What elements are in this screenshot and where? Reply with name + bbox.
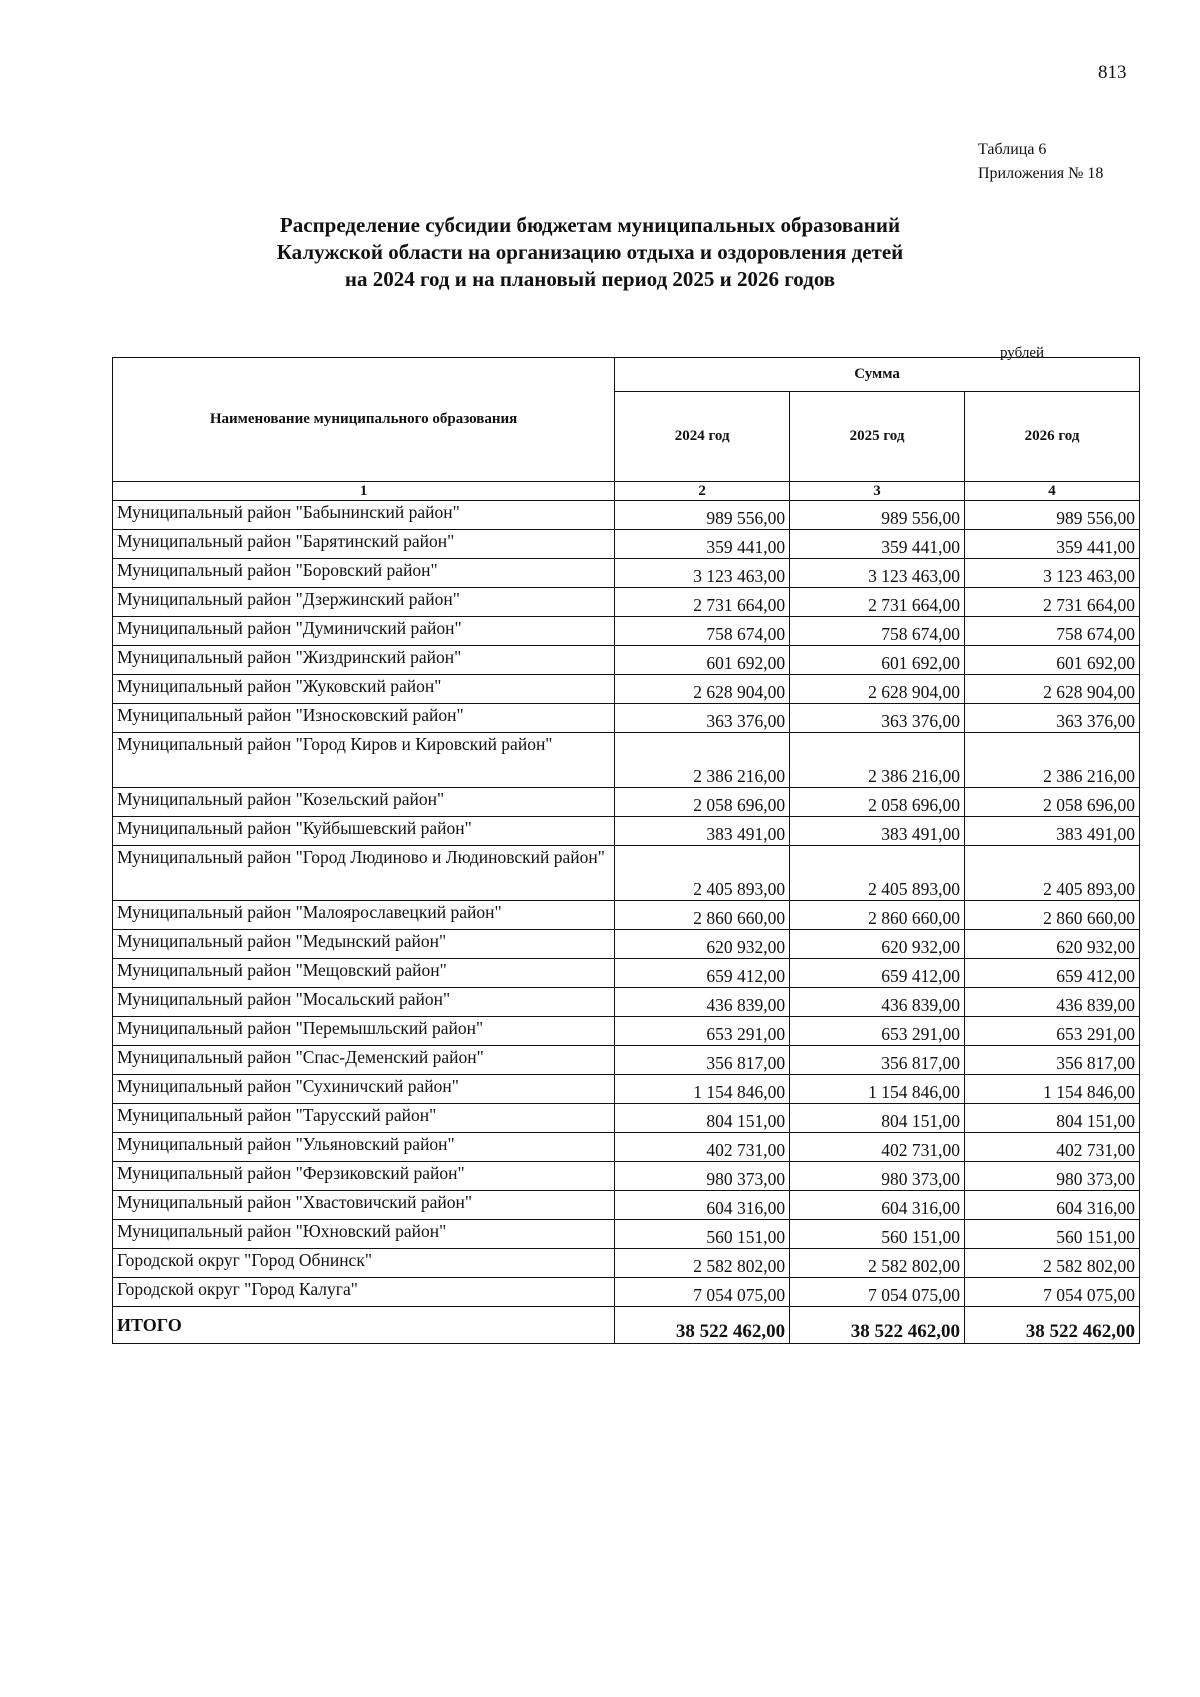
amount-2026: 2 628 904,00 bbox=[965, 675, 1140, 704]
municipality-name: Муниципальный район "Боровский район" bbox=[113, 559, 615, 588]
amount-2026: 2 582 802,00 bbox=[965, 1249, 1140, 1278]
table-row bbox=[113, 530, 1140, 559]
amount-2025: 7 054 075,00 bbox=[790, 1278, 965, 1307]
table-reference-line2: Приложения № 18 bbox=[978, 165, 1104, 182]
municipality-name: Муниципальный район "Ферзиковский район" bbox=[113, 1162, 615, 1191]
page-number: 813 bbox=[1098, 62, 1127, 83]
amount-2024: 359 441,00 bbox=[615, 530, 790, 559]
table-row bbox=[113, 501, 1140, 530]
amount-2025: 804 151,00 bbox=[790, 1104, 965, 1133]
amount-2025: 653 291,00 bbox=[790, 1017, 965, 1046]
amount-2025: 601 692,00 bbox=[790, 646, 965, 675]
amount-2026: 402 731,00 bbox=[965, 1133, 1140, 1162]
municipality-name: Муниципальный район "Тарусский район" bbox=[113, 1104, 615, 1133]
municipality-name: Городской округ "Город Калуга" bbox=[113, 1278, 615, 1307]
table-row bbox=[113, 617, 1140, 646]
municipality-name: Муниципальный район "Жуковский район" bbox=[113, 675, 615, 704]
amount-2025: 560 151,00 bbox=[790, 1220, 965, 1249]
municipality-name: Муниципальный район "Ульяновский район" bbox=[113, 1133, 615, 1162]
amount-2025: 1 154 846,00 bbox=[790, 1075, 965, 1104]
amount-2026: 2 405 893,00 bbox=[965, 846, 1140, 901]
amount-2026: 980 373,00 bbox=[965, 1162, 1140, 1191]
table-row bbox=[113, 846, 1140, 901]
amount-2024: 7 054 075,00 bbox=[615, 1278, 790, 1307]
municipality-name: Муниципальный район "Думиничский район" bbox=[113, 617, 615, 646]
title-line1: Распределение субсидии бюджетам муниципальных образований bbox=[279, 213, 901, 237]
amount-2025: 2 628 904,00 bbox=[790, 675, 965, 704]
amount-2025: 436 839,00 bbox=[790, 988, 965, 1017]
amount-2026: 363 376,00 bbox=[965, 704, 1140, 733]
amount-2026: 804 151,00 bbox=[965, 1104, 1140, 1133]
subsidy-table bbox=[112, 357, 1140, 1344]
amount-2026: 3 123 463,00 bbox=[965, 559, 1140, 588]
table-row bbox=[113, 1017, 1140, 1046]
unit-label: рублей bbox=[1000, 345, 1045, 361]
amount-2025: 2 582 802,00 bbox=[790, 1249, 965, 1278]
amount-2026: 1 154 846,00 bbox=[965, 1075, 1140, 1104]
municipality-name: Муниципальный район "Юхновский район" bbox=[113, 1220, 615, 1249]
title-line2: Калужской области на организацию отдыха и оздоровления детей bbox=[276, 240, 904, 264]
amount-2025: 363 376,00 bbox=[790, 704, 965, 733]
amount-2025: 3 123 463,00 bbox=[790, 559, 965, 588]
total-row bbox=[113, 1307, 1140, 1344]
amount-2024: 601 692,00 bbox=[615, 646, 790, 675]
table-row bbox=[113, 1075, 1140, 1104]
amount-2026: 620 932,00 bbox=[965, 930, 1140, 959]
amount-2024: 653 291,00 bbox=[615, 1017, 790, 1046]
table-row bbox=[113, 930, 1140, 959]
amount-2024: 804 151,00 bbox=[615, 1104, 790, 1133]
municipality-name: Муниципальный район "Куйбышевский район" bbox=[113, 817, 615, 846]
municipality-name: Муниципальный район "Мосальский район" bbox=[113, 988, 615, 1017]
municipality-name: Муниципальный район "Дзержинский район" bbox=[113, 588, 615, 617]
amount-2026: 2 731 664,00 bbox=[965, 588, 1140, 617]
amount-2026: 2 860 660,00 bbox=[965, 901, 1140, 930]
amount-2024: 2 628 904,00 bbox=[615, 675, 790, 704]
amount-2024: 989 556,00 bbox=[615, 501, 790, 530]
table-row bbox=[113, 704, 1140, 733]
amount-2025: 359 441,00 bbox=[790, 530, 965, 559]
amount-2026: 989 556,00 bbox=[965, 501, 1140, 530]
municipality-name: Муниципальный район "Хвастовичский район" bbox=[113, 1191, 615, 1220]
amount-2026: 604 316,00 bbox=[965, 1191, 1140, 1220]
header-year-2026: 2026 год bbox=[965, 392, 1140, 482]
table-row bbox=[113, 988, 1140, 1017]
header-name-column: Наименование муниципального образования bbox=[113, 358, 615, 482]
table-row bbox=[113, 901, 1140, 930]
table-row bbox=[113, 559, 1140, 588]
table-row bbox=[113, 733, 1140, 788]
amount-2024: 604 316,00 bbox=[615, 1191, 790, 1220]
amount-2025: 620 932,00 bbox=[790, 930, 965, 959]
table-body bbox=[113, 501, 1140, 1344]
table-row bbox=[113, 959, 1140, 988]
amount-2025: 659 412,00 bbox=[790, 959, 965, 988]
table-row bbox=[113, 1104, 1140, 1133]
amount-2024: 2 731 664,00 bbox=[615, 588, 790, 617]
municipality-name: Муниципальный район "Город Людиново и Людиновский район" bbox=[113, 846, 615, 901]
amount-2025: 758 674,00 bbox=[790, 617, 965, 646]
table-reference-line1: Таблица 6 bbox=[978, 141, 1047, 158]
total-2024: 38 522 462,00 bbox=[615, 1307, 790, 1344]
amount-2025: 2 405 893,00 bbox=[790, 846, 965, 901]
table-row bbox=[113, 1133, 1140, 1162]
table-row bbox=[113, 817, 1140, 846]
table-row bbox=[113, 646, 1140, 675]
amount-2024: 560 151,00 bbox=[615, 1220, 790, 1249]
amount-2025: 2 386 216,00 bbox=[790, 733, 965, 788]
total-2026: 38 522 462,00 bbox=[965, 1307, 1140, 1344]
table-row bbox=[113, 1046, 1140, 1075]
table-row bbox=[113, 1249, 1140, 1278]
table-row bbox=[113, 1162, 1140, 1191]
amount-2025: 604 316,00 bbox=[790, 1191, 965, 1220]
amount-2026: 659 412,00 bbox=[965, 959, 1140, 988]
amount-2025: 989 556,00 bbox=[790, 501, 965, 530]
header-year-2025: 2025 год bbox=[790, 392, 965, 482]
amount-2026: 383 491,00 bbox=[965, 817, 1140, 846]
municipality-name: Муниципальный район "Медынский район" bbox=[113, 930, 615, 959]
amount-2025: 383 491,00 bbox=[790, 817, 965, 846]
table-row bbox=[113, 1220, 1140, 1249]
amount-2024: 2 058 696,00 bbox=[615, 788, 790, 817]
table-row bbox=[113, 588, 1140, 617]
amount-2025: 2 058 696,00 bbox=[790, 788, 965, 817]
column-number: 3 bbox=[790, 482, 965, 501]
amount-2024: 356 817,00 bbox=[615, 1046, 790, 1075]
municipality-name: Муниципальный район "Город Киров и Кировский район" bbox=[113, 733, 615, 788]
amount-2024: 758 674,00 bbox=[615, 617, 790, 646]
amount-2026: 359 441,00 bbox=[965, 530, 1140, 559]
amount-2024: 2 582 802,00 bbox=[615, 1249, 790, 1278]
municipality-name: Муниципальный район "Сухиничский район" bbox=[113, 1075, 615, 1104]
municipality-name: Муниципальный район "Козельский район" bbox=[113, 788, 615, 817]
amount-2024: 363 376,00 bbox=[615, 704, 790, 733]
municipality-name: Муниципальный район "Спас-Деменский район" bbox=[113, 1046, 615, 1075]
total-2025: 38 522 462,00 bbox=[790, 1307, 965, 1344]
header-year-2024: 2024 год bbox=[615, 392, 790, 482]
municipality-name: Муниципальный район "Барятинский район" bbox=[113, 530, 615, 559]
document-title bbox=[150, 212, 1030, 293]
municipality-name: Муниципальный район "Износковский район" bbox=[113, 704, 615, 733]
amount-2024: 620 932,00 bbox=[615, 930, 790, 959]
table-row bbox=[113, 1191, 1140, 1220]
municipality-name: Муниципальный район "Перемышльский район" bbox=[113, 1017, 615, 1046]
amount-2026: 758 674,00 bbox=[965, 617, 1140, 646]
amount-2026: 7 054 075,00 bbox=[965, 1278, 1140, 1307]
amount-2024: 436 839,00 bbox=[615, 988, 790, 1017]
municipality-name: Муниципальный район "Бабынинский район" bbox=[113, 501, 615, 530]
municipality-name: Муниципальный район "Жиздринский район" bbox=[113, 646, 615, 675]
amount-2026: 653 291,00 bbox=[965, 1017, 1140, 1046]
municipality-name: Городской округ "Город Обнинск" bbox=[113, 1249, 615, 1278]
amount-2026: 601 692,00 bbox=[965, 646, 1140, 675]
amount-2026: 560 151,00 bbox=[965, 1220, 1140, 1249]
amount-2024: 980 373,00 bbox=[615, 1162, 790, 1191]
table-row bbox=[113, 675, 1140, 704]
amount-2024: 3 123 463,00 bbox=[615, 559, 790, 588]
amount-2026: 2 386 216,00 bbox=[965, 733, 1140, 788]
municipality-name: Муниципальный район "Мещовский район" bbox=[113, 959, 615, 988]
column-number: 4 bbox=[965, 482, 1140, 501]
amount-2025: 2 860 660,00 bbox=[790, 901, 965, 930]
amount-2024: 2 860 660,00 bbox=[615, 901, 790, 930]
amount-2024: 659 412,00 bbox=[615, 959, 790, 988]
amount-2024: 2 405 893,00 bbox=[615, 846, 790, 901]
amount-2024: 402 731,00 bbox=[615, 1133, 790, 1162]
amount-2024: 1 154 846,00 bbox=[615, 1075, 790, 1104]
amount-2026: 436 839,00 bbox=[965, 988, 1140, 1017]
amount-2025: 980 373,00 bbox=[790, 1162, 965, 1191]
table-row bbox=[113, 788, 1140, 817]
header-sum: Сумма bbox=[615, 358, 1140, 392]
amount-2025: 356 817,00 bbox=[790, 1046, 965, 1075]
title-line3: на 2024 год и на плановый период 2025 и 2026 годов bbox=[344, 267, 836, 291]
table-row bbox=[113, 1278, 1140, 1307]
amount-2025: 402 731,00 bbox=[790, 1133, 965, 1162]
column-number: 2 bbox=[615, 482, 790, 501]
amount-2024: 2 386 216,00 bbox=[615, 733, 790, 788]
amount-2026: 2 058 696,00 bbox=[965, 788, 1140, 817]
amount-2024: 383 491,00 bbox=[615, 817, 790, 846]
column-number: 1 bbox=[113, 482, 615, 501]
total-label: ИТОГО bbox=[113, 1307, 615, 1344]
table-reference bbox=[978, 138, 1103, 186]
amount-2026: 356 817,00 bbox=[965, 1046, 1140, 1075]
amount-2025: 2 731 664,00 bbox=[790, 588, 965, 617]
municipality-name: Муниципальный район "Малоярославецкий район" bbox=[113, 901, 615, 930]
